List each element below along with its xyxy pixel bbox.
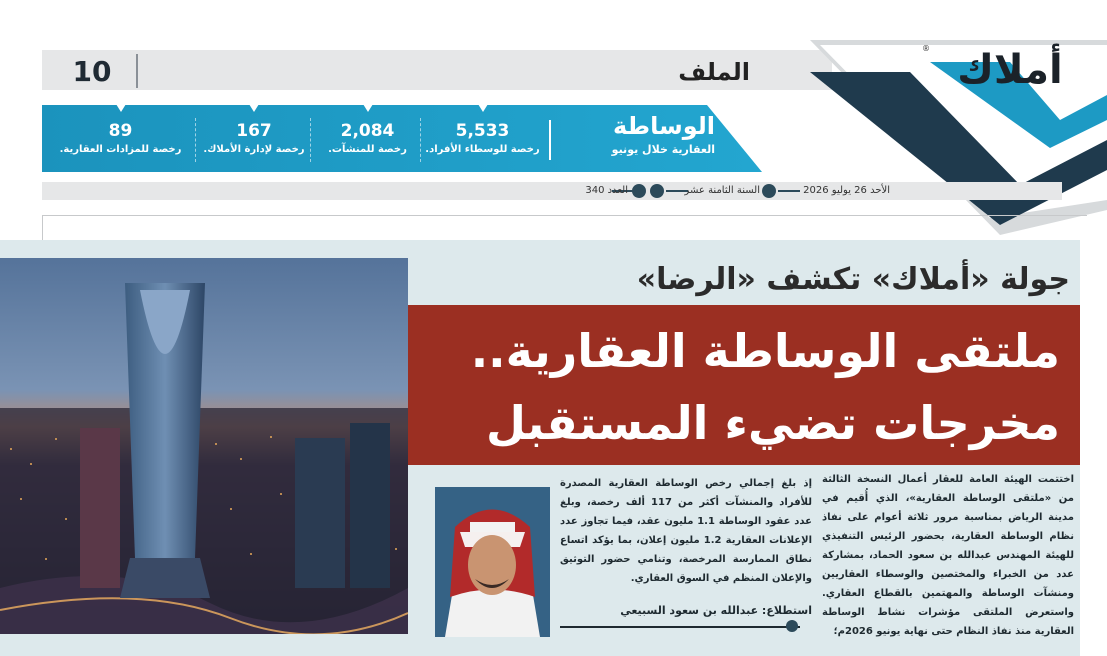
- arrow-down-icon: [478, 104, 488, 112]
- frame-line: [42, 215, 1087, 216]
- stats-subtitle: العقارية خلال يونيو: [611, 143, 715, 156]
- stat-establishments: [315, 112, 420, 168]
- registered-mark-icon: ®: [922, 44, 930, 53]
- stat-property-management: [198, 112, 310, 168]
- meta-bar: [42, 182, 1062, 200]
- arrow-down-icon: [249, 104, 259, 112]
- stat-label: رخصة للمزادات العقارية.: [59, 144, 182, 155]
- stat-label: رخصة للمنشآت.: [328, 144, 407, 155]
- section-title: الملف: [678, 58, 750, 86]
- article-body-column-middle: إذ بلغ إجمالي رخص الوساطة العقارية المصدرة للأفراد والمنشآت أكثر من 117 ألف رخصة، وبلغ عدد عقود الوساطة 1.1 مليون عقد، فيما تجاوز عدد الإعلانات العقارية 1.2 مليون إعلان، بما يؤكد اتساع نطاق الممارسة المرخصة، وتنامي حضور التوثيق والإعلان المنظم في السوق العقاري.: [560, 478, 812, 584]
- stat-individual-brokers: [425, 112, 540, 168]
- stat-value: 89: [108, 121, 133, 141]
- meta-dot-icon: [650, 184, 664, 198]
- headline-line-2: مخرجات تضيء المستقبل: [486, 396, 1060, 450]
- logo: أملاك: [957, 47, 1063, 93]
- stat-value: 2,084: [340, 121, 395, 141]
- byline: استطلاع: عبدالله بن سعود السبيعي: [620, 604, 812, 617]
- meta-dot-icon: [762, 184, 776, 198]
- arrow-down-icon: [116, 104, 126, 112]
- stat-auctions: [48, 112, 193, 168]
- byline-underline: [560, 626, 800, 628]
- issue-number: العدد 340: [585, 185, 628, 196]
- stats-divider: [549, 120, 551, 160]
- page-number: 10: [72, 55, 112, 88]
- arrow-down-icon: [363, 104, 373, 112]
- stats-title: الوساطة: [612, 112, 715, 140]
- byline-dot-icon: [786, 620, 798, 632]
- stat-value: 167: [236, 121, 272, 141]
- issue-year: السنة الثامنة عشر: [684, 185, 760, 196]
- meta-dot-icon: [632, 184, 646, 198]
- headline-line-1: ملتقى الوساطة العقارية..: [470, 324, 1060, 378]
- meta-line: [778, 190, 800, 192]
- article-body-column-right: اختتمت الهيئة العامة للعقار أعمال النسخة الثالثة من «ملتقى الوساطة العقارية»، الذي أُقيم في مدينة الرياض بمناسبة مرور ثلاثة أعوام على نفاذ نظام الوساطة العقارية، بحضور الرئيس التنفيذي للهيئة المهندس عبدالله بن سعود الحماد، بمشاركة عدد من الخبراء والمختصين والوسطاء العقاريين ومنشآت الوساطة والمهتمين بالقطاع العقاري. واستعرض الملتقى مؤشرات نشاط الوساطة العقارية منذ نفاذ النظام حتى نهاية يونيو 2026م؛: [822, 474, 1074, 637]
- article-kicker: جولة «أملاك» تكشف «الرضا»: [636, 262, 1070, 297]
- riyadh-city-photo: [0, 258, 408, 634]
- stat-divider: [420, 118, 422, 162]
- stat-label: رخصة لإدارة الأملاك.: [203, 144, 305, 155]
- issue-date: الأحد 26 يوليو 2026: [803, 185, 890, 196]
- stat-value: 5,533: [455, 121, 510, 141]
- frame-line: [42, 215, 43, 241]
- header-divider: [136, 54, 138, 88]
- stat-divider: [195, 118, 197, 162]
- author-portrait: [435, 487, 550, 637]
- stat-label: رخصة للوسطاء الأفراد.: [425, 144, 540, 155]
- stat-divider: [310, 118, 312, 162]
